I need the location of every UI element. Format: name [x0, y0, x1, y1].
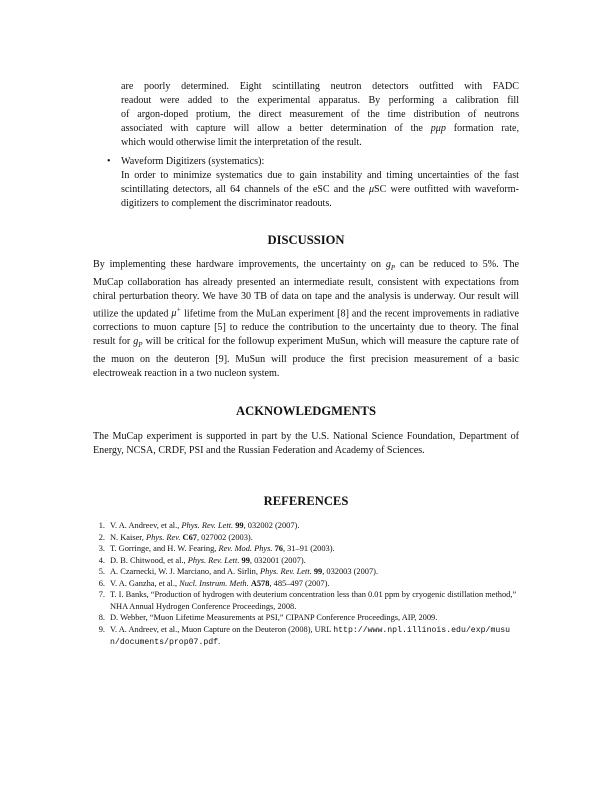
reference-authors: A. Czarnecki, W. J. Marciano, and A. Sirlin, — [110, 567, 261, 576]
reference-item — [93, 532, 519, 544]
reference-item — [93, 520, 519, 532]
reference-rest: , 31–91 (2003). — [282, 544, 335, 553]
gp-g: g — [385, 259, 391, 270]
bullet-text-2: SC were outfitted with waveform-digitizers to complement the discriminator readouts. — [121, 183, 519, 209]
reference-text: V. A. Andreev, et al., Muon Capture on the Deuteron (2008), URL — [110, 624, 334, 634]
discussion-text-1: By implementing these hardware improvements, the uncertainty on — [93, 259, 386, 270]
reference-item — [93, 612, 519, 624]
reference-item — [93, 578, 519, 590]
acknowledgments-paragraph: The MuCap experiment is supported in part by the U.S. National Science Foundation, Department of Energy, NCSA, CRDF, PSI and the Russian Federation and Academy of Sciences. — [93, 431, 519, 456]
reference-journal: Phys. Rev. Lett. — [260, 567, 312, 576]
reference-rest: , 032002 (2007). — [243, 521, 300, 530]
reference-volume: 99 — [313, 567, 323, 576]
reference-journal: Rev. Mod. Phys. — [218, 544, 273, 553]
gp-sub: P — [390, 264, 396, 273]
bullet-icon: • — [107, 156, 111, 167]
reference-number: 5. — [98, 567, 105, 576]
continued-line-4 — [121, 122, 519, 136]
reference-rest: , 032001 (2007). — [249, 555, 306, 565]
reference-authors: V. A. Andreev, et al., — [110, 521, 182, 530]
reference-number: 4. — [98, 555, 105, 565]
reference-journal: Phys. Rev. — [145, 532, 181, 542]
reference-tail: . — [218, 637, 221, 646]
bullet-title: Waveform Digitizers (systematics): — [121, 156, 265, 167]
reference-number: 9. — [98, 624, 105, 634]
gp-symbol — [385, 259, 396, 273]
formation-suffix: formation rate, — [445, 122, 520, 134]
reference-item — [93, 543, 519, 555]
reference-item — [93, 555, 519, 567]
reference-url-link[interactable]: http://www.npl.illinois.edu/exp/musun/documents/prop07.pdf — [110, 625, 511, 647]
discussion-text-4: will be critical for the followup experiment MuSun, which will measure the capture rate of the muon on the deuteron [9]. MuSun will produce the first precision measurement of a basic electroweak reaction in a two nucleon system. — [93, 335, 519, 379]
gp-symbol-2 — [133, 336, 142, 347]
continued-line-5: which would otherwise limit the interpretation of the result. — [121, 136, 362, 148]
formation-symbol: pμp — [430, 122, 446, 134]
mu-plus-mu: μ — [171, 308, 177, 320]
discussion-text-2: can be reduced to 5%. The MuCap collaboration has already presented an intermediate result, consistent with expectations from chiral perturbation theory. We have 30 TB of data on tape and the analysis is underway. Our result will utilize the updated — [93, 259, 519, 320]
continued-line-2: readout were added to the experimental apparatus. By performing a calibration fill — [121, 94, 519, 106]
reference-rest: , 032003 (2007). — [322, 567, 379, 576]
reference-volume: A578 — [250, 578, 270, 588]
reference-number: 2. — [98, 532, 105, 542]
mu-plus-sup: + — [176, 305, 182, 314]
continued-line-1: are poorly determined. Eight scintillating neutron detectors outfitted with FADC — [121, 81, 519, 92]
discussion-paragraph — [93, 258, 519, 381]
reference-volume: 99 — [241, 555, 250, 565]
reference-volume: 99 — [235, 521, 244, 530]
reference-number: 8. — [98, 613, 105, 622]
mu-plus-symbol — [171, 305, 182, 320]
reference-journal: Nucl. Instrum. Meth. — [179, 578, 249, 588]
mu-symbol: μ — [368, 183, 375, 195]
bullet-paragraph — [121, 169, 519, 211]
continued-line-3: of argon-doped protium, the direct measurement of the time distribution of neutrons — [121, 108, 519, 120]
gp-sub-2: P — [138, 340, 143, 349]
reference-text: D. Webber, “Muon Lifetime Measurements at PSI,” CIPANP Conference Proceedings, AIP, 2009. — [110, 613, 438, 622]
reference-journal: Phys. Rev. Lett. — [181, 521, 234, 530]
continued-line-4-text: associated with capture will allow a better determination of the — [121, 122, 431, 134]
reference-item — [93, 566, 519, 578]
reference-number: 3. — [98, 544, 105, 553]
reference-number: 1. — [98, 521, 105, 530]
continued-item-paragraph — [121, 80, 519, 150]
reference-authors: T. Gorringe, and H. W. Fearing, — [110, 544, 219, 553]
references-heading: REFERENCES — [263, 494, 349, 508]
references-list — [93, 520, 519, 649]
reference-number: 6. — [98, 578, 105, 588]
reference-text: T. I. Banks, “Production of hydrogen with deuterium concentration less than 0.01 ppm by cryogenic distillation method,” NHA Annual Hydrogen Conference Proceedings, 2008. — [110, 590, 517, 611]
reference-authors: D. B. Chitwood, et al., — [110, 555, 188, 565]
reference-item — [93, 624, 519, 649]
reference-rest: , 027002 (2003). — [196, 532, 253, 542]
acknowledgments-heading: ACKNOWLEDGMENTS — [236, 404, 376, 418]
reference-number: 7. — [98, 590, 105, 599]
reference-volume: C67 — [182, 532, 197, 542]
reference-item — [93, 589, 519, 612]
reference-authors: N. Kaiser, — [110, 532, 146, 542]
gp-g-2: g — [133, 335, 139, 347]
reference-rest: , 485–497 (2007). — [269, 578, 330, 588]
discussion-heading: DISCUSSION — [267, 233, 345, 247]
bullet-body — [121, 155, 519, 211]
reference-volume: 76 — [274, 544, 283, 553]
bullet-text-1: In order to minimize systematics due to gain instability and timing uncertainties of the fast scintillating detectors, all 64 channels of the eSC and the — [121, 169, 519, 195]
discussion-text-3: lifetime from the MuLan experiment [8] and the recent improvements in radiative corrections to muon capture [5] to reduce the contribution to the uncertainty due to theory. The final result for — [93, 308, 519, 347]
reference-journal: Phys. Rev. Lett. — [187, 555, 240, 565]
reference-authors: V. A. Ganzha, et al., — [110, 578, 180, 588]
